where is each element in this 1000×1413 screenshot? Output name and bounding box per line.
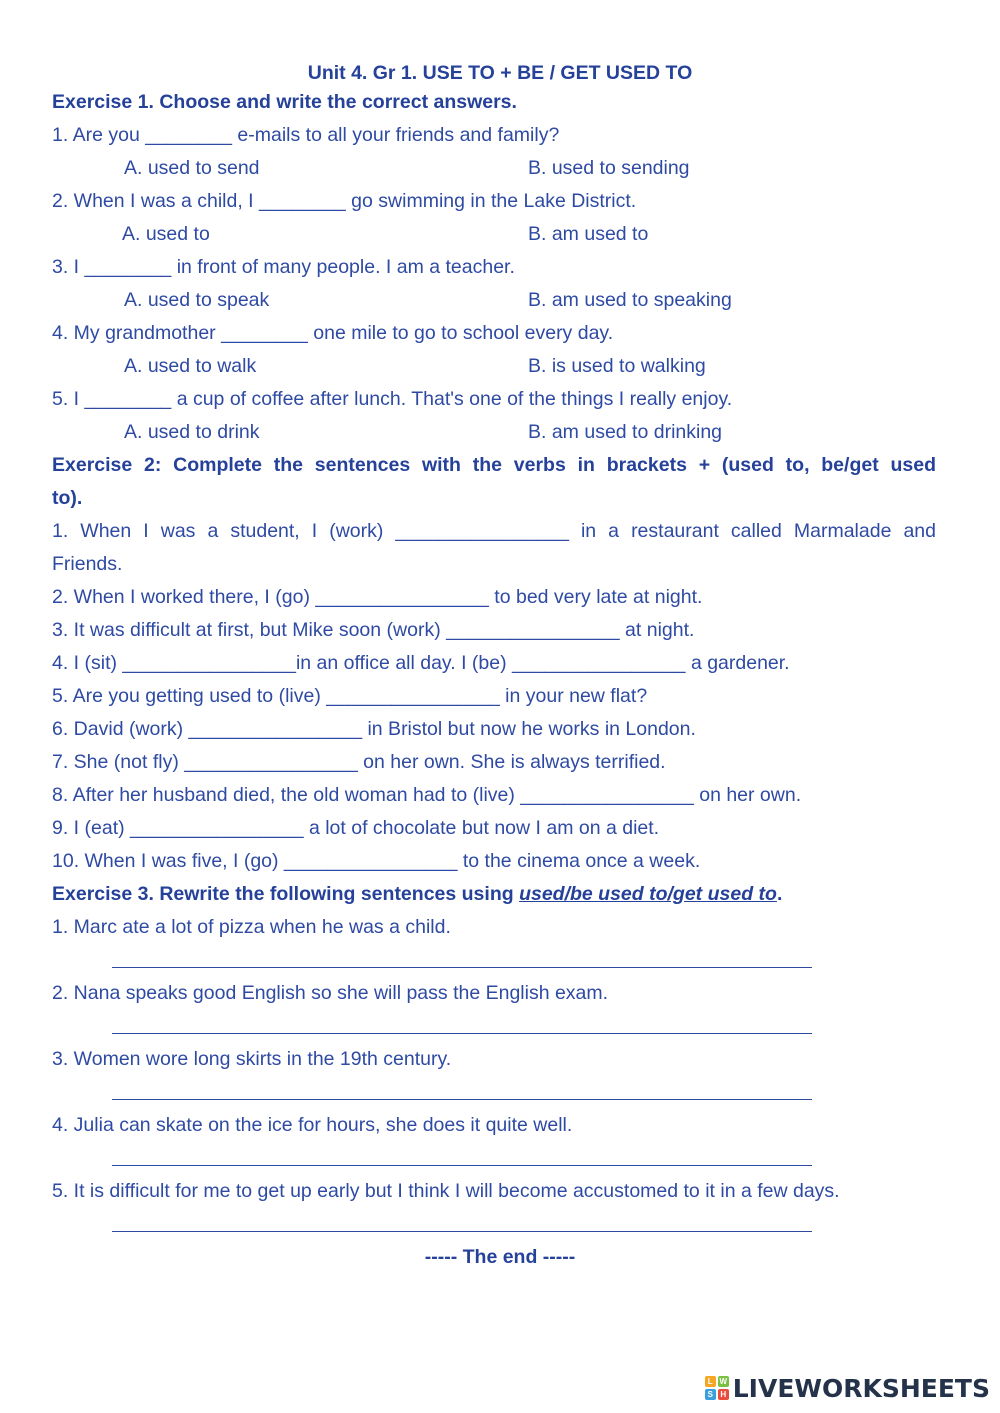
the-end-label: ----- The end -----: [424, 1246, 576, 1268]
ex2-item-4: 4. I (sit) ________________in an office all day. I (be) ________________ a gardener.: [52, 652, 790, 674]
exercise-2-heading: Exercise 2: Complete the sentences with the verbs in brackets + (used to, be/get used: [52, 454, 936, 476]
ex3-item-3: 3. Women wore long skirts in the 19th century.: [52, 1048, 452, 1070]
logo-tile-l: L: [705, 1376, 716, 1387]
liveworksheets-logo-icon: [705, 1376, 729, 1400]
ex2-item-2: 2. When I worked there, I (go) ________________ to bed very late at night.: [52, 586, 703, 608]
ex2-item-6: 6. David (work) ________________ in Bristol but now he works in London.: [52, 718, 696, 740]
logo-tile-w: W: [719, 1377, 728, 1386]
liveworksheets-brand[interactable]: [705, 1371, 990, 1405]
logo-tile-s: S: [705, 1389, 716, 1400]
ex2-item-9: 9. I (eat) ________________ a lot of chocolate but now I am on a diet.: [52, 817, 660, 839]
worksheet-title: Unit 4. Gr 1. USE TO + BE / GET USED TO: [307, 62, 693, 84]
ex3-item-5: 5. It is difficult for me to get up early but I think I will become accustomed to it in a few days.: [52, 1180, 840, 1202]
ex1-q1-option-b: B. used to sending: [528, 157, 690, 179]
ex3-answer-line-2[interactable]: [112, 1033, 812, 1034]
ex2-item-1-cont: Friends.: [52, 553, 123, 575]
ex1-q3-option-a: A. used to speak: [124, 289, 270, 311]
exercise-3-heading: [52, 878, 936, 911]
ex1-question-2: 2. When I was a child, I ________ go swimming in the Lake District.: [52, 190, 637, 212]
exercise-3-heading-target-forms: used/be used to/get used to: [519, 883, 777, 905]
exercise-3-heading-prefix: Exercise 3. Rewrite the following sentences using: [52, 883, 520, 905]
ex1-q3-option-b: B. am used to speaking: [528, 289, 732, 311]
ex1-q1-option-a: A. used to send: [124, 157, 260, 179]
ex3-answer-line-1[interactable]: [112, 967, 812, 968]
ex2-item-7: 7. She (not fly) ________________ on her own. She is always terrified.: [52, 751, 666, 773]
ex3-answer-line-4[interactable]: [112, 1165, 812, 1166]
ex1-question-1: 1. Are you ________ e-mails to all your friends and family?: [52, 124, 560, 146]
ex1-q4-option-a: A. used to walk: [124, 355, 257, 377]
ex3-answer-line-5[interactable]: [112, 1231, 812, 1232]
exercise-3-heading-suffix: .: [776, 883, 783, 905]
ex1-q5-option-a: A. used to drink: [124, 421, 260, 443]
ex1-question-5: 5. I ________ a cup of coffee after lunch. That's one of the things I really enjoy.: [52, 388, 733, 410]
ex1-q5-option-b: B. am used to drinking: [528, 421, 723, 443]
ex1-question-3: 3. I ________ in front of many people. I am a teacher.: [52, 256, 515, 278]
ex2-item-1: 1. When I was a student, I (work) ________________ in a restaurant called Marmalade and: [52, 520, 936, 542]
logo-tile-h: H: [718, 1389, 729, 1400]
ex1-q2-option-b: B. am used to: [528, 223, 649, 245]
ex2-item-5: 5. Are you getting used to (live) ________________ in your new flat?: [52, 685, 648, 707]
exercise-2-heading-cont: to).: [52, 487, 83, 509]
ex3-answer-line-3[interactable]: [112, 1099, 812, 1100]
exercise-1-heading: Exercise 1. Choose and write the correct answers.: [52, 91, 517, 113]
ex1-q2-option-a: A. used to: [122, 223, 210, 245]
ex3-item-1: 1. Marc ate a lot of pizza when he was a child.: [52, 916, 451, 938]
ex2-item-10: 10. When I was five, I (go) ________________ to the cinema once a week.: [52, 850, 701, 872]
ex3-item-4: 4. Julia can skate on the ice for hours, she does it quite well.: [52, 1114, 573, 1136]
liveworksheets-wordmark: LIVEWORKSHEETS: [732, 1373, 990, 1403]
ex2-item-3: 3. It was difficult at first, but Mike soon (work) ________________ at night.: [52, 619, 695, 641]
ex1-question-4: 4. My grandmother ________ one mile to go to school every day.: [52, 322, 614, 344]
ex3-item-2: 2. Nana speaks good English so she will pass the English exam.: [52, 982, 609, 1004]
ex2-item-8: 8. After her husband died, the old woman had to (live) ________________ on her own.: [52, 784, 802, 806]
ex1-q4-option-b: B. is used to walking: [528, 355, 706, 377]
